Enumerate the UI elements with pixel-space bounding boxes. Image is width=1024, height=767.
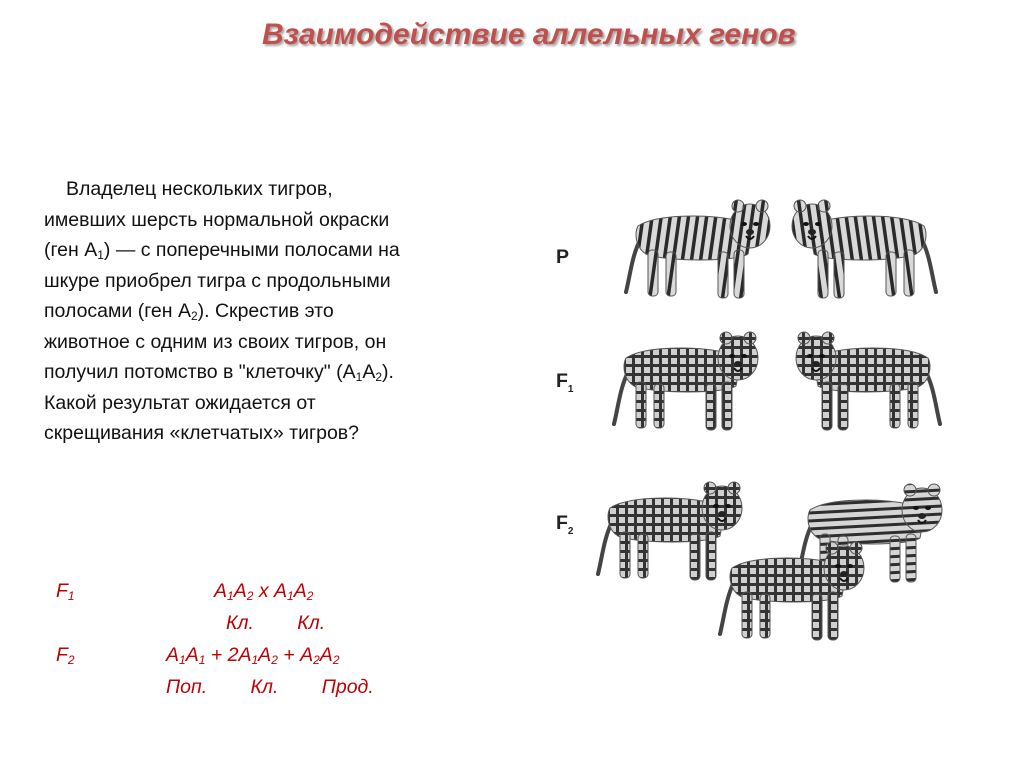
tiger-f1-right-image [790, 320, 940, 450]
f2-cross-text: А [258, 644, 272, 666]
paragraph-line [44, 388, 524, 419]
paragraph-text: ). Скрестив это [197, 300, 334, 322]
f1-cross-subscript: 2 [306, 589, 314, 603]
formula-f1-cross [214, 580, 313, 603]
f2-cross-text: А [319, 644, 333, 666]
paragraph-text: (ген А [44, 239, 98, 261]
generation-label-p: P [556, 246, 570, 268]
problem-paragraph [44, 174, 524, 449]
paragraph-subscript: 1 [97, 248, 104, 262]
paragraph-text: получил потомство в "клеточку" (А [44, 361, 356, 383]
paragraph-line [44, 418, 524, 449]
f2-cross-text: А [185, 644, 199, 666]
paragraph-line [44, 296, 524, 327]
paragraph-text: шкуре приобрел тигра с продольными [44, 269, 391, 292]
paragraph-text: животное с одним из своих тигров, он [44, 330, 387, 353]
paragraph-line [44, 174, 524, 205]
f2-cross-subscript: 2 [271, 653, 278, 667]
paragraph-line [44, 357, 524, 388]
paragraph-text: А [362, 361, 376, 383]
f1-cross-subscript: 1 [227, 589, 234, 603]
f1-cross-text: А [293, 580, 307, 602]
paragraph-text: Какой результат ожидается от [44, 391, 316, 414]
f2-cross-text: + 2А [205, 644, 252, 666]
paragraph-line [44, 327, 524, 358]
paragraph-subscript: 1 [355, 370, 363, 384]
paragraph-subscript: 2 [190, 309, 198, 323]
f1-cross-text: А [233, 580, 247, 602]
f1-cross-subscript: 2 [246, 589, 254, 603]
f2-cross-subscript: 2 [332, 653, 340, 667]
paragraph-subscript: 2 [375, 370, 383, 384]
f2-cross-subscript: 1 [179, 653, 186, 667]
tiger-f1-left-image [614, 320, 764, 450]
tiger-p-left-image [626, 188, 776, 318]
paragraph-line [44, 266, 524, 297]
f2-cross-text: + А [277, 644, 314, 666]
formula-f1-label: $F_1$ [56, 580, 75, 603]
paragraph-text: ). [382, 361, 394, 383]
f2-cross-subscript: 2 [313, 653, 320, 667]
formula-f2-phenotypes: Поп. Кл. Прод. [166, 676, 374, 698]
generation-label-f2: $F_2$ [556, 512, 574, 537]
tiger-f2-checkered-image [720, 530, 870, 660]
f1-cross-text: А [214, 580, 228, 602]
paragraph-text: полосами (ген А [44, 300, 191, 322]
paragraph-text: скрещивания «клетчатых» тигров? [44, 422, 359, 444]
generation-label-f1: $F_1$ [556, 370, 574, 395]
paragraph-line [44, 235, 524, 266]
f1-cross-text: х А [253, 580, 287, 602]
paragraph-text: Владелец нескольких тигров, [66, 178, 333, 200]
paragraph-line [44, 205, 524, 236]
formula-f2-cross [166, 644, 340, 667]
formula-f2-label: $F_2$ [56, 644, 75, 667]
tiger-p-right-image [786, 188, 936, 318]
paragraph-text: имевших шерсть нормальной окраски [44, 208, 390, 231]
paragraph-text: ) — с поперечными полосами на [103, 239, 400, 261]
f2-cross-subscript: 1 [251, 653, 259, 667]
f1-cross-subscript: 1 [287, 589, 294, 603]
f2-cross-subscript: 1 [198, 653, 206, 667]
formula-f1-phenotypes: Кл. Кл. [226, 612, 326, 634]
slide-title: Взаимодействие аллельных генов [262, 18, 796, 51]
f2-cross-text: А [166, 644, 180, 666]
